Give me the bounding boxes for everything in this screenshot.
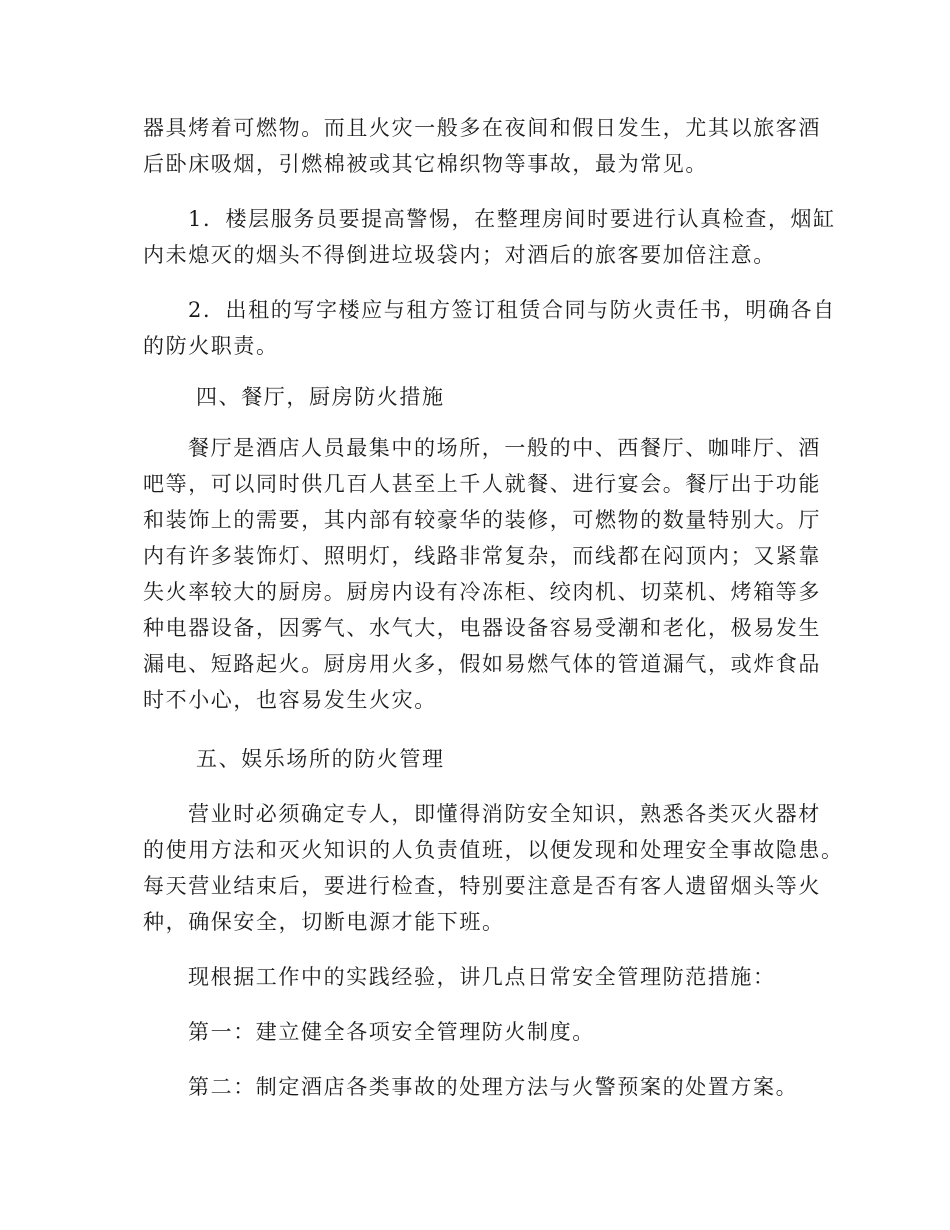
paragraph-line: 器具烤着可燃物。而且火灾一般多在夜间和假日发生，尤其以旅客酒	[143, 116, 821, 140]
paragraph-line: 种电器设备，因雾气、水气大，电器设备容易受潮和老化，极易发生	[143, 616, 821, 640]
paragraph-line: 第二：制定酒店各类事故的处理方法与火警预案的处置方案。	[188, 1075, 799, 1099]
paragraph-line: 吧等，可以同时供几百人甚至上千人就餐、进行宴会。餐厅出于功能	[143, 472, 821, 496]
section-heading: 五、娱乐场所的防火管理	[196, 747, 445, 771]
paragraph-line: 的使用方法和灭火知识的人负责值班，以便发现和处理安全事故隐患。	[143, 838, 844, 862]
paragraph-line: 餐厅是酒店人员最集中的场所，一般的中、西餐厅、咖啡厅、酒	[188, 436, 821, 460]
paragraph-line: 种，确保安全，切断电源才能下班。	[143, 910, 505, 934]
paragraph-line: 内有许多装饰灯、照明灯，线路非常复杂，而线都在闷顶内；又紧靠	[143, 544, 821, 568]
paragraph-line: 第一：建立健全各项安全管理防火制度。	[188, 1020, 595, 1044]
list-item-line: 内未熄灭的烟头不得倒进垃圾袋内；对酒后的旅客要加倍注意。	[143, 243, 776, 267]
paragraph-line: 时不小心，也容易发生火灾。	[143, 688, 437, 712]
paragraph-line: 每天营业结束后，要进行检查，特别要注意是否有客人遗留烟头等火	[143, 874, 821, 898]
list-item-line: 的防火职责。	[143, 334, 279, 358]
paragraph-line: 和装饰上的需要，其内部有较豪华的装修，可燃物的数量特别大。厅	[143, 508, 821, 532]
paragraph-line: 后卧床吸烟，引燃棉被或其它棉织物等事故，最为常见。	[143, 152, 708, 176]
list-item-line: 1．楼层服务员要提高警惕，在整理房间时要进行认真检查，烟缸	[188, 207, 836, 231]
paragraph-line: 现根据工作中的实践经验，讲几点日常安全管理防范措施：	[188, 965, 776, 989]
list-item-line: 2．出租的写字楼应与租方签订租赁合同与防火责任书，明确各自	[188, 298, 836, 322]
paragraph-line: 漏电、短路起火。厨房用火多，假如易燃气体的管道漏气，或炸食品	[143, 652, 821, 676]
paragraph-line: 营业时必须确定专人，即懂得消防安全知识，熟悉各类灭火器材	[188, 802, 821, 826]
paragraph-line: 失火率较大的厨房。厨房内设有冷冻柜、绞肉机、切菜机、烤箱等多	[143, 580, 821, 604]
section-heading: 四、餐厅，厨房防火措施	[196, 385, 445, 409]
